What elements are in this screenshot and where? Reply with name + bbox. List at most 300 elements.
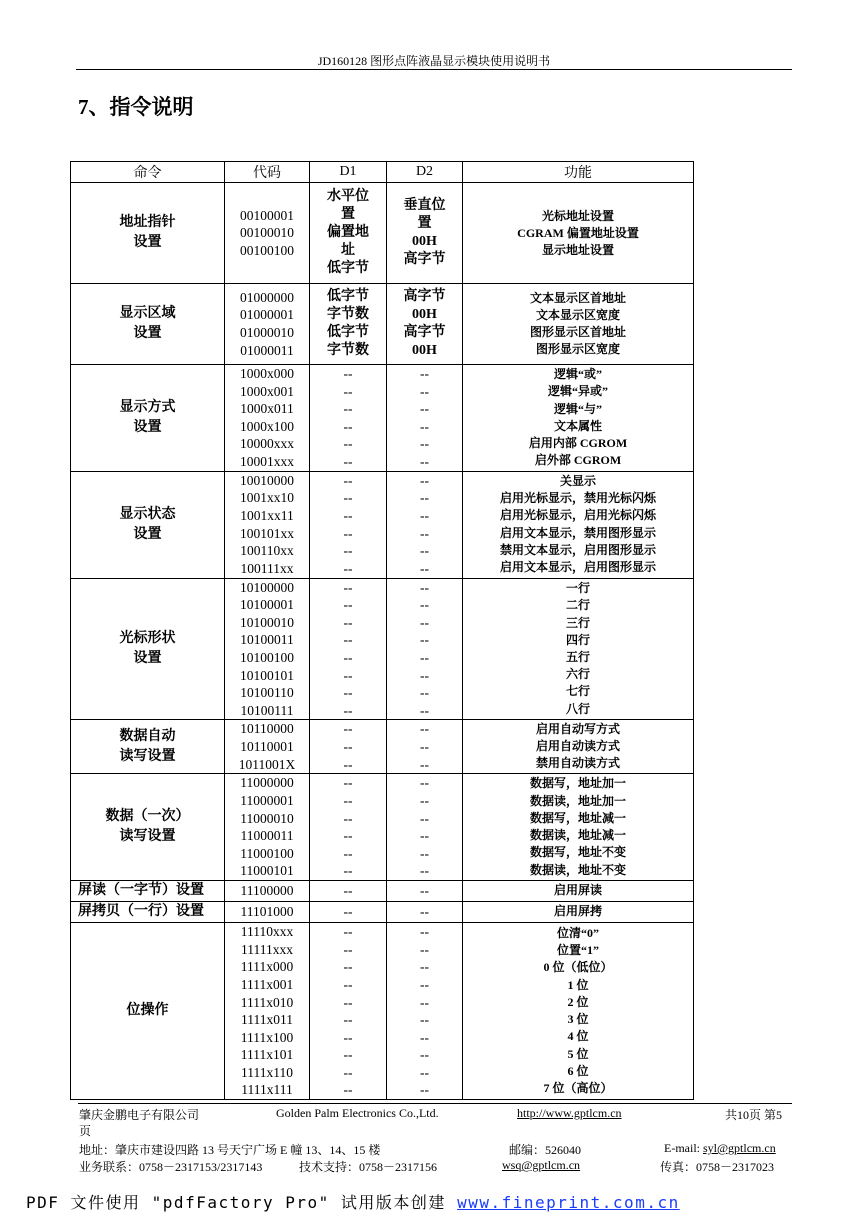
function-cell-line: 文本属性 (553, 418, 602, 433)
code-cell (225, 284, 310, 365)
code-cell-line: 1111x110 (241, 1064, 293, 1080)
function-cell-line: 3 位 (567, 1012, 589, 1027)
function-cell-line: 数据读，地址加一 (529, 793, 626, 808)
command-cell-line: 读写设置 (119, 748, 176, 764)
d2-cell-line: -- (420, 649, 429, 665)
d1-cell-line: -- (343, 560, 353, 576)
function-cell-line: 0 位（低位） (543, 960, 613, 975)
d2-cell (387, 902, 463, 923)
d1-cell-line: -- (343, 1082, 353, 1098)
table-row (71, 471, 694, 578)
d1-cell-line: -- (343, 1029, 353, 1045)
function-cell-line: 启外部 CGROM (534, 453, 622, 468)
function-cell-line: 数据读，地址不变 (529, 862, 626, 877)
d1-cell (310, 923, 387, 1100)
d2-cell-line: -- (420, 1012, 429, 1028)
function-cell-line: 逻辑“异或” (547, 384, 608, 399)
code-cell-line: 11000101 (240, 863, 294, 879)
d1-cell-line: -- (343, 418, 353, 434)
table-row (71, 923, 694, 1100)
code-cell-line: 10100011 (240, 632, 294, 648)
code-cell-line: 1111x001 (240, 976, 294, 992)
d2-cell-line: -- (420, 976, 429, 992)
d2-cell-line: -- (420, 1047, 429, 1063)
d2-cell-line: -- (420, 738, 429, 754)
d1-cell-line: -- (343, 1012, 353, 1028)
footer-business: 业务联系：0758－2317153/2317143 (79, 1160, 263, 1174)
command-cell (71, 365, 225, 472)
function-cell-line: 4 位 (567, 1029, 589, 1044)
d1-cell (310, 902, 387, 923)
d1-cell (310, 471, 387, 578)
command-cell (71, 578, 225, 720)
d1-cell-line: -- (343, 941, 353, 957)
function-cell (463, 923, 694, 1100)
d1-cell (310, 881, 387, 902)
code-cell-line: 1000x011 (240, 401, 294, 417)
d2-cell-line: -- (420, 1082, 429, 1098)
command-cell-line: 设置 (133, 419, 162, 435)
d1-cell (310, 183, 387, 284)
header-function: 功能 (463, 162, 694, 183)
d2-cell-line: -- (420, 810, 429, 826)
code-cell-line: 1111x000 (240, 959, 294, 975)
d1-cell-line: -- (343, 924, 353, 940)
function-cell-line: 启用屏拷 (553, 904, 602, 919)
header-command: 命令 (71, 162, 225, 183)
d2-cell-line: -- (420, 597, 429, 613)
code-cell-line: 10100111 (240, 702, 294, 718)
d2-cell (387, 365, 463, 472)
table-row (71, 774, 694, 881)
function-cell-line: 五行 (565, 649, 590, 664)
code-cell-line: 1011001X (238, 756, 296, 772)
code-cell-line: 1111x111 (241, 1082, 293, 1098)
section-title: 7、指令说明 (78, 95, 194, 119)
d2-cell-line: -- (420, 959, 429, 975)
d1-cell-line: -- (343, 775, 353, 791)
footer-email-link[interactable]: syl@gptlcm.cn (703, 1141, 776, 1155)
d2-cell-line: -- (420, 632, 429, 648)
command-cell-line: 显示状态 (119, 506, 176, 522)
header-d2: D2 (387, 162, 463, 183)
d2-cell-line: -- (420, 845, 429, 861)
code-cell-line: 11101000 (240, 904, 294, 920)
table-row (71, 284, 694, 365)
table-row (71, 720, 694, 774)
footer-company: 肇庆金鹏电子有限公司 (79, 1108, 200, 1122)
d2-cell-line: -- (420, 721, 429, 737)
d2-cell-line: -- (420, 941, 429, 957)
d2-cell-line: -- (420, 543, 429, 559)
code-cell-line: 1000x000 (240, 366, 294, 381)
command-cell-line: 设置 (133, 650, 162, 666)
code-cell-line: 10001xxx (240, 453, 294, 469)
d1-cell-line: -- (343, 614, 353, 630)
footer-tech-support: 技术支持：0758－2317156 (299, 1160, 438, 1174)
d1-cell (310, 578, 387, 720)
d1-cell-line: -- (343, 721, 353, 737)
d2-cell-line: -- (420, 366, 429, 381)
function-cell-line: 启用光标显示，禁用光标闪烁 (499, 491, 656, 506)
function-cell-line: 启用屏读 (553, 883, 602, 898)
code-cell (225, 365, 310, 472)
command-cell (71, 902, 225, 923)
code-cell-line: 00100001 (240, 207, 294, 223)
command-cell-line: 显示区域 (119, 306, 176, 321)
function-cell-line: 文本显示区首地址 (529, 290, 626, 305)
d2-cell-line: 高字节 (403, 252, 446, 267)
code-cell-line: 10100010 (240, 614, 294, 630)
d2-cell-line: -- (420, 525, 429, 541)
command-cell-line: 光标形状 (119, 630, 176, 646)
table-row (71, 365, 694, 472)
d1-cell-line: -- (343, 472, 353, 488)
command-cell-line: 地址指针 (119, 215, 176, 230)
d1-cell-line: -- (343, 649, 353, 665)
code-cell (225, 881, 310, 902)
command-cell-line: 屏读（一字节）设置 (78, 883, 204, 899)
code-cell-line: 11110xxx (240, 924, 294, 940)
function-cell-line: 七行 (565, 684, 590, 699)
d1-cell-line: -- (343, 883, 353, 899)
code-cell-line: 01000000 (240, 289, 294, 305)
footer-website-link[interactable]: http://www.gptlcm.cn (517, 1106, 622, 1120)
footer-email (664, 1141, 776, 1156)
table-row (71, 881, 694, 902)
d1-cell-line: 置 (341, 207, 355, 222)
command-cell (71, 183, 225, 284)
table-row (71, 578, 694, 720)
command-cell-line: 读写设置 (119, 829, 176, 845)
d1-cell-line: -- (343, 383, 353, 399)
code-cell (225, 578, 310, 720)
d1-cell-line: -- (343, 597, 353, 613)
function-cell-line: 逻辑“或” (553, 367, 602, 382)
d2-cell-line: -- (420, 490, 429, 506)
code-cell-line: 01000011 (240, 342, 294, 358)
command-cell-line: 显示方式 (119, 399, 176, 415)
d1-cell-line: -- (343, 959, 353, 975)
instruction-table (70, 161, 694, 1100)
function-cell-line: 7 位（高位） (543, 1080, 613, 1095)
d1-cell-line: -- (343, 1064, 353, 1080)
footer-company-en: Golden Palm Electronics Co.,Ltd. (276, 1106, 439, 1120)
footer-page-wrap: 页 (79, 1124, 92, 1138)
d2-cell-line: -- (420, 792, 429, 808)
d1-cell-line: 低字节 (327, 289, 369, 304)
d2-cell (387, 183, 463, 284)
function-cell-line: 数据写，地址加一 (529, 776, 626, 791)
code-cell-line: 00100010 (240, 225, 294, 241)
d2-cell-line: -- (420, 579, 429, 595)
watermark-text: PDF 文件使用 "pdfFactory Pro" 试用版本创建 (26, 1193, 458, 1212)
d2-cell-line: -- (420, 1064, 429, 1080)
code-cell-line: 00100100 (240, 242, 294, 258)
d1-cell (310, 774, 387, 881)
d2-cell-line: 垂直位 (403, 198, 446, 213)
d2-cell (387, 774, 463, 881)
d2-cell-line: -- (420, 560, 429, 576)
function-cell-line: 文本显示区宽度 (535, 307, 620, 322)
function-cell-line: 启用光标显示，启用光标闪烁 (499, 508, 656, 523)
d1-cell-line: 字节数 (327, 307, 369, 322)
d1-cell-line: -- (343, 738, 353, 754)
table-body (71, 183, 694, 1100)
d2-cell (387, 923, 463, 1100)
code-cell-line: 10100101 (240, 667, 294, 683)
footer-postcode: 邮编：526040 (509, 1143, 582, 1157)
d2-cell-line: -- (420, 883, 429, 899)
code-cell-line: 1111x010 (240, 994, 294, 1010)
d1-cell-line: -- (343, 366, 353, 381)
function-cell-line: 数据读，地址减一 (529, 828, 626, 843)
d1-cell-line: -- (343, 976, 353, 992)
header-divider (76, 69, 792, 70)
d2-cell-line: -- (420, 756, 429, 772)
command-cell (71, 774, 225, 881)
header-d1: D1 (310, 162, 387, 183)
footer-divider (78, 1103, 792, 1104)
code-cell-line: 10000xxx (240, 436, 294, 452)
code-cell-line: 1001xx11 (240, 507, 294, 523)
command-cell-line: 设置 (133, 526, 162, 542)
d2-cell-line: -- (420, 418, 429, 434)
function-cell-line: 6 位 (567, 1063, 589, 1078)
code-cell-line: 11100000 (240, 883, 294, 899)
d1-cell-line: -- (343, 525, 353, 541)
function-cell-line: 2 位 (567, 994, 589, 1009)
function-cell (463, 183, 694, 284)
d2-cell-line: -- (420, 401, 429, 417)
d2-cell (387, 720, 463, 774)
d2-cell-line: -- (420, 453, 429, 469)
d1-cell-line: 偏置地 (327, 225, 369, 240)
function-cell (463, 284, 694, 365)
d1-cell-line: -- (343, 1047, 353, 1063)
d2-cell-line: -- (420, 685, 429, 701)
function-cell-line: CGRAM 偏置地址设置 (517, 225, 639, 240)
code-cell-line: 1111x100 (240, 1029, 294, 1045)
code-cell (225, 902, 310, 923)
code-cell (225, 183, 310, 284)
d2-cell-line: -- (420, 383, 429, 399)
d1-cell (310, 284, 387, 365)
function-cell-line: 位清“0” (556, 926, 599, 941)
page-header: JD160128 图形点阵液晶显示模块使用说明书 (317, 54, 551, 68)
function-cell-line: 位置“1” (556, 943, 599, 958)
d1-cell-line: -- (343, 579, 353, 595)
table-row (71, 902, 694, 923)
d1-cell (310, 720, 387, 774)
d1-cell-line: -- (343, 863, 353, 879)
function-cell-line: 光标地址设置 (541, 208, 614, 223)
d1-cell-line: 低字节 (327, 325, 369, 340)
command-cell (71, 284, 225, 365)
function-cell-line: 三行 (565, 615, 590, 630)
code-cell-line: 1000x100 (240, 418, 294, 434)
function-cell-line: 禁用自动读方式 (535, 756, 620, 771)
d1-cell-line: -- (343, 632, 353, 648)
d1-cell (310, 365, 387, 472)
d1-cell-line: 水平位 (327, 189, 369, 204)
d2-cell-line: -- (420, 1029, 429, 1045)
command-cell (71, 471, 225, 578)
function-cell-line: 禁用文本显示，启用图形显示 (499, 542, 656, 557)
function-cell-line: 启用自动读方式 (535, 739, 620, 754)
function-cell-line: 启用文本显示，禁用图形显示 (499, 525, 656, 540)
code-cell (225, 720, 310, 774)
code-cell-line: 100101xx (240, 525, 294, 541)
code-cell-line: 11000000 (240, 775, 294, 791)
d2-cell-line: 置 (417, 216, 432, 231)
d1-cell-line: -- (343, 792, 353, 808)
d2-cell-line: -- (420, 702, 429, 718)
code-cell-line: 1000x001 (240, 383, 294, 399)
d2-cell (387, 471, 463, 578)
command-cell-line: 数据自动 (119, 728, 176, 744)
d2-cell-line: -- (420, 904, 429, 920)
d2-cell-line: 00H (412, 343, 437, 358)
function-cell-line: 启用内部 CGROM (528, 435, 628, 450)
d2-cell-line: -- (420, 775, 429, 791)
d2-cell-line: 00H (412, 234, 437, 249)
function-cell (463, 881, 694, 902)
function-cell-line: 逻辑“与” (553, 401, 602, 416)
d1-cell-line: -- (343, 702, 353, 718)
function-cell-line: 数据写，地址减一 (529, 810, 626, 825)
function-cell (463, 365, 694, 472)
function-cell-line: 显示地址设置 (541, 242, 614, 257)
code-cell-line: 11000010 (240, 810, 294, 826)
command-cell-line: 屏拷贝（一行）设置 (78, 904, 204, 920)
d1-cell-line: -- (343, 543, 353, 559)
d1-cell-line: -- (343, 994, 353, 1010)
watermark (26, 1190, 680, 1213)
d2-cell (387, 284, 463, 365)
d1-cell-line: -- (343, 904, 353, 920)
code-cell (225, 923, 310, 1100)
function-cell-line: 图形显示区宽度 (535, 342, 620, 357)
code-cell-line: 01000001 (240, 307, 294, 323)
watermark-link[interactable]: www.fineprint.com.cn (457, 1193, 680, 1212)
code-cell-line: 11111xxx (241, 941, 293, 957)
d1-cell-line: -- (343, 756, 353, 772)
d2-cell (387, 578, 463, 720)
function-cell-line: 1 位 (567, 977, 589, 992)
command-cell-line: 设置 (133, 326, 162, 341)
footer-page-info: 共10页 第5 (725, 1108, 783, 1122)
d1-cell-line: -- (343, 828, 353, 844)
code-cell-line: 11000011 (240, 828, 294, 844)
code-cell-line: 10010000 (240, 472, 294, 488)
d2-cell-line: -- (420, 436, 429, 452)
d2-cell-line: -- (420, 828, 429, 844)
command-cell (71, 720, 225, 774)
d1-cell-line: -- (343, 685, 353, 701)
function-cell (463, 902, 694, 923)
d2-cell-line: 00H (412, 307, 437, 322)
code-cell-line: 1001xx10 (240, 490, 294, 506)
code-cell-line: 1111x101 (240, 1047, 294, 1063)
command-cell (71, 881, 225, 902)
function-cell-line: 关显示 (559, 473, 596, 488)
d1-cell-line: -- (343, 490, 353, 506)
code-cell-line: 11000100 (240, 845, 294, 861)
command-cell-line: 位操作 (126, 1003, 169, 1019)
d1-cell-line: -- (343, 401, 353, 417)
d2-cell-line: 高字节 (403, 289, 446, 304)
table-row (71, 183, 694, 284)
d2-cell-line: -- (420, 863, 429, 879)
code-cell-line: 10100000 (240, 579, 294, 595)
d2-cell-line: -- (420, 614, 429, 630)
code-cell (225, 471, 310, 578)
d1-cell-line: -- (343, 507, 353, 523)
d2-cell-line: -- (420, 472, 429, 488)
function-cell (463, 471, 694, 578)
code-cell-line: 100110xx (240, 543, 294, 559)
function-cell (463, 720, 694, 774)
d1-cell-line: 字节数 (327, 343, 369, 358)
code-cell-line: 10100100 (240, 649, 294, 665)
d2-cell-line: -- (420, 924, 429, 940)
command-cell (71, 923, 225, 1100)
d2-cell-line: 高字节 (403, 325, 446, 340)
d1-cell-line: -- (343, 436, 353, 452)
d1-cell-line: -- (343, 453, 353, 469)
function-cell-line: 六行 (565, 667, 590, 682)
d1-cell-line: 址 (341, 243, 355, 258)
header-code: 代码 (225, 162, 310, 183)
d2-cell-line: -- (420, 507, 429, 523)
code-cell-line: 10110001 (240, 738, 294, 754)
footer-fax: 传真：0758－2317023 (660, 1160, 775, 1174)
function-cell (463, 578, 694, 720)
command-cell-line: 设置 (133, 235, 162, 250)
function-cell-line: 一行 (565, 581, 590, 596)
d2-cell (387, 881, 463, 902)
command-cell-line: 数据（一次） (105, 809, 190, 825)
d1-cell-line: -- (343, 810, 353, 826)
function-cell-line: 启用自动写方式 (535, 721, 620, 736)
code-cell-line: 1111x011 (241, 1012, 293, 1028)
function-cell (463, 774, 694, 881)
function-cell-line: 二行 (565, 598, 590, 613)
function-cell-line: 数据写，地址不变 (529, 845, 626, 860)
code-cell-line: 01000010 (240, 325, 294, 340)
d2-cell-line: -- (420, 667, 429, 683)
code-cell (225, 774, 310, 881)
function-cell-line: 图形显示区首地址 (529, 325, 626, 339)
function-cell-line: 启用文本显示，启用图形显示 (499, 559, 656, 574)
footer-email-label: E-mail: (664, 1141, 703, 1155)
function-cell-line: 八行 (565, 701, 590, 716)
function-cell-line: 5 位 (567, 1046, 589, 1061)
d2-cell-line: -- (420, 994, 429, 1010)
footer-address: 地址：肇庆市建设四路 13 号天宁广场 E 幢 13、14、15 楼 (79, 1143, 381, 1157)
code-cell-line: 10110000 (240, 721, 294, 737)
d1-cell-line: 低字节 (327, 261, 369, 276)
d1-cell-line: -- (343, 667, 353, 683)
footer-email2-link[interactable]: wsq@gptlcm.cn (502, 1158, 581, 1172)
table-header-row (71, 162, 694, 183)
d1-cell-line: -- (343, 845, 353, 861)
function-cell-line: 四行 (565, 632, 590, 647)
code-cell-line: 10100110 (240, 685, 294, 701)
code-cell-line: 11000001 (240, 792, 294, 808)
code-cell-line: 100111xx (240, 560, 294, 576)
